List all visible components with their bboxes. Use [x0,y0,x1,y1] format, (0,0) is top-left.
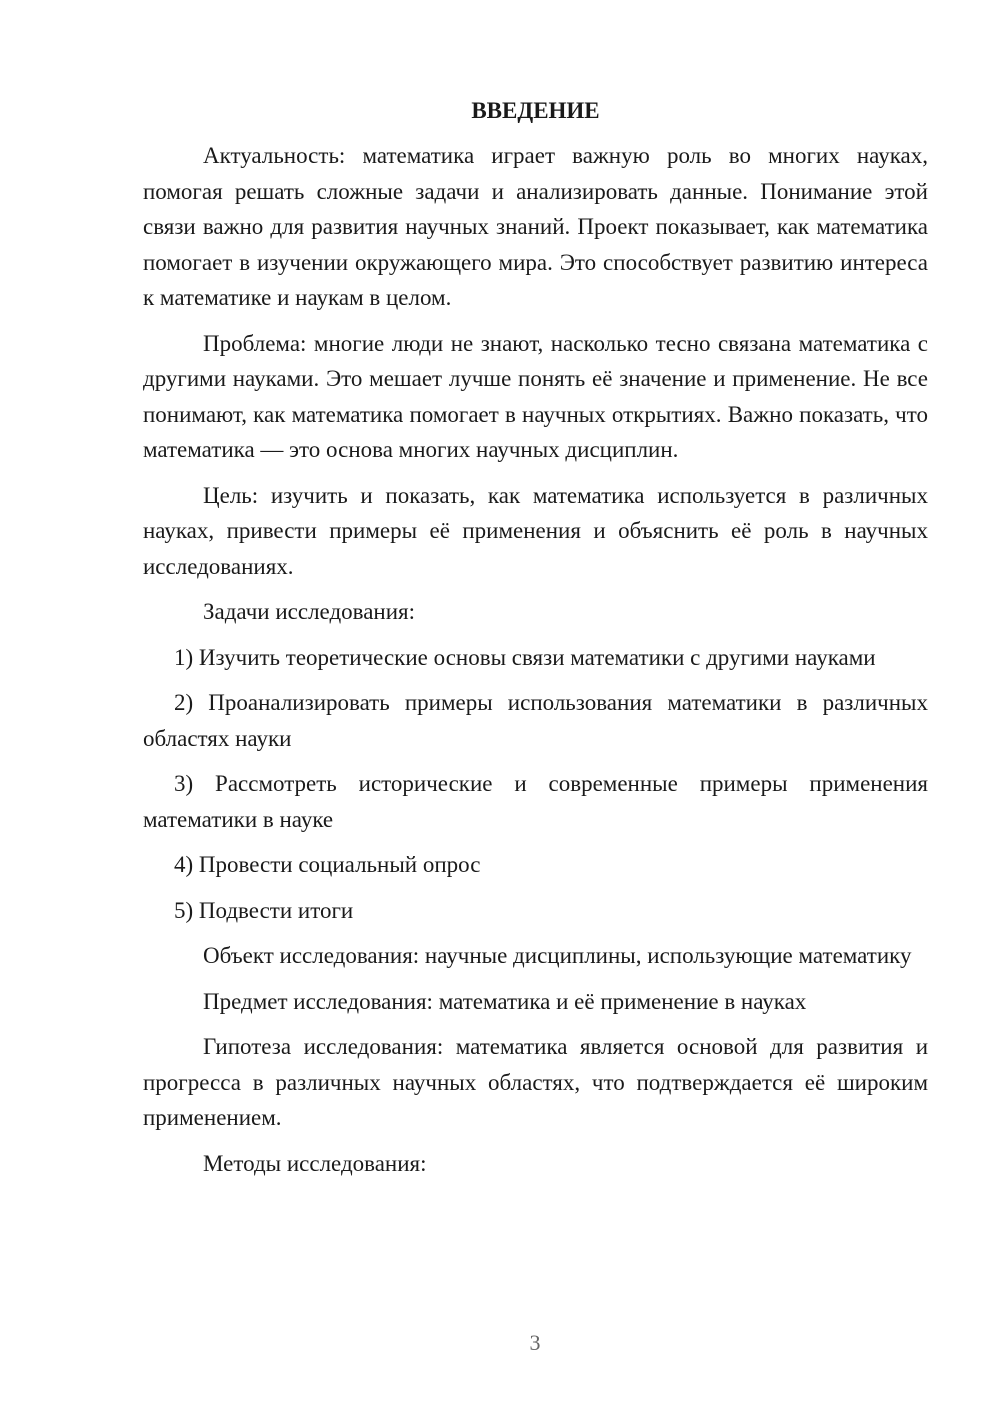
task-item: 3) Рассмотреть исторические и современные примеры применения математики в науке [143,771,928,832]
methods-paragraph: Методы исследования: [203,1150,427,1176]
relevance-paragraph: Актуальность: математика играет важную роль во многих науках, помогая решать сложные задачи и анализировать данные. Понимание этой связи важно для развития научных знаний. Проект показывает, как математика помогает в изучении окружающего мира. Это способствует развитию интереса к математике и наукам в целом. [143,143,928,310]
section-title: ВВЕДЕНИЕ [471,98,600,123]
problem-paragraph: Проблема: многие люди не знают, насколько тесно связана математика с другими науками. Это мешает лучше понять её значение и применение. Не все понимают, как математика помогает в научных открытиях. Важно показать, что математика — это основа многих научных дисциплин. [143,330,928,462]
object-paragraph: Объект исследования: научные дисциплины, использующие математику [203,943,912,968]
tasks-heading: Задачи исследования: [203,599,416,624]
task-item: 2) Проанализировать примеры использования математики в различных областях науки [143,690,928,751]
task-item: 4) Провести социальный опрос [174,852,481,877]
page-number: 3 [529,1330,541,1355]
hypothesis-paragraph: Гипотеза исследования: математика является основой для развития и прогресса в различных научных областях, что подтверждается её широким применением. [143,1034,928,1130]
goal-paragraph: Цель: изучить и показать, как математика используется в различных науках, привести примеры её применения и объяснить её роль в научных исследованиях. [143,482,928,579]
task-item: 1) Изучить теоретические основы связи математики с другими науками [174,644,876,670]
task-item: 5) Подвести итоги [174,897,354,923]
document-page [143,92,928,1191]
subject-paragraph: Предмет исследования: математика и её применение в науках [203,988,807,1014]
